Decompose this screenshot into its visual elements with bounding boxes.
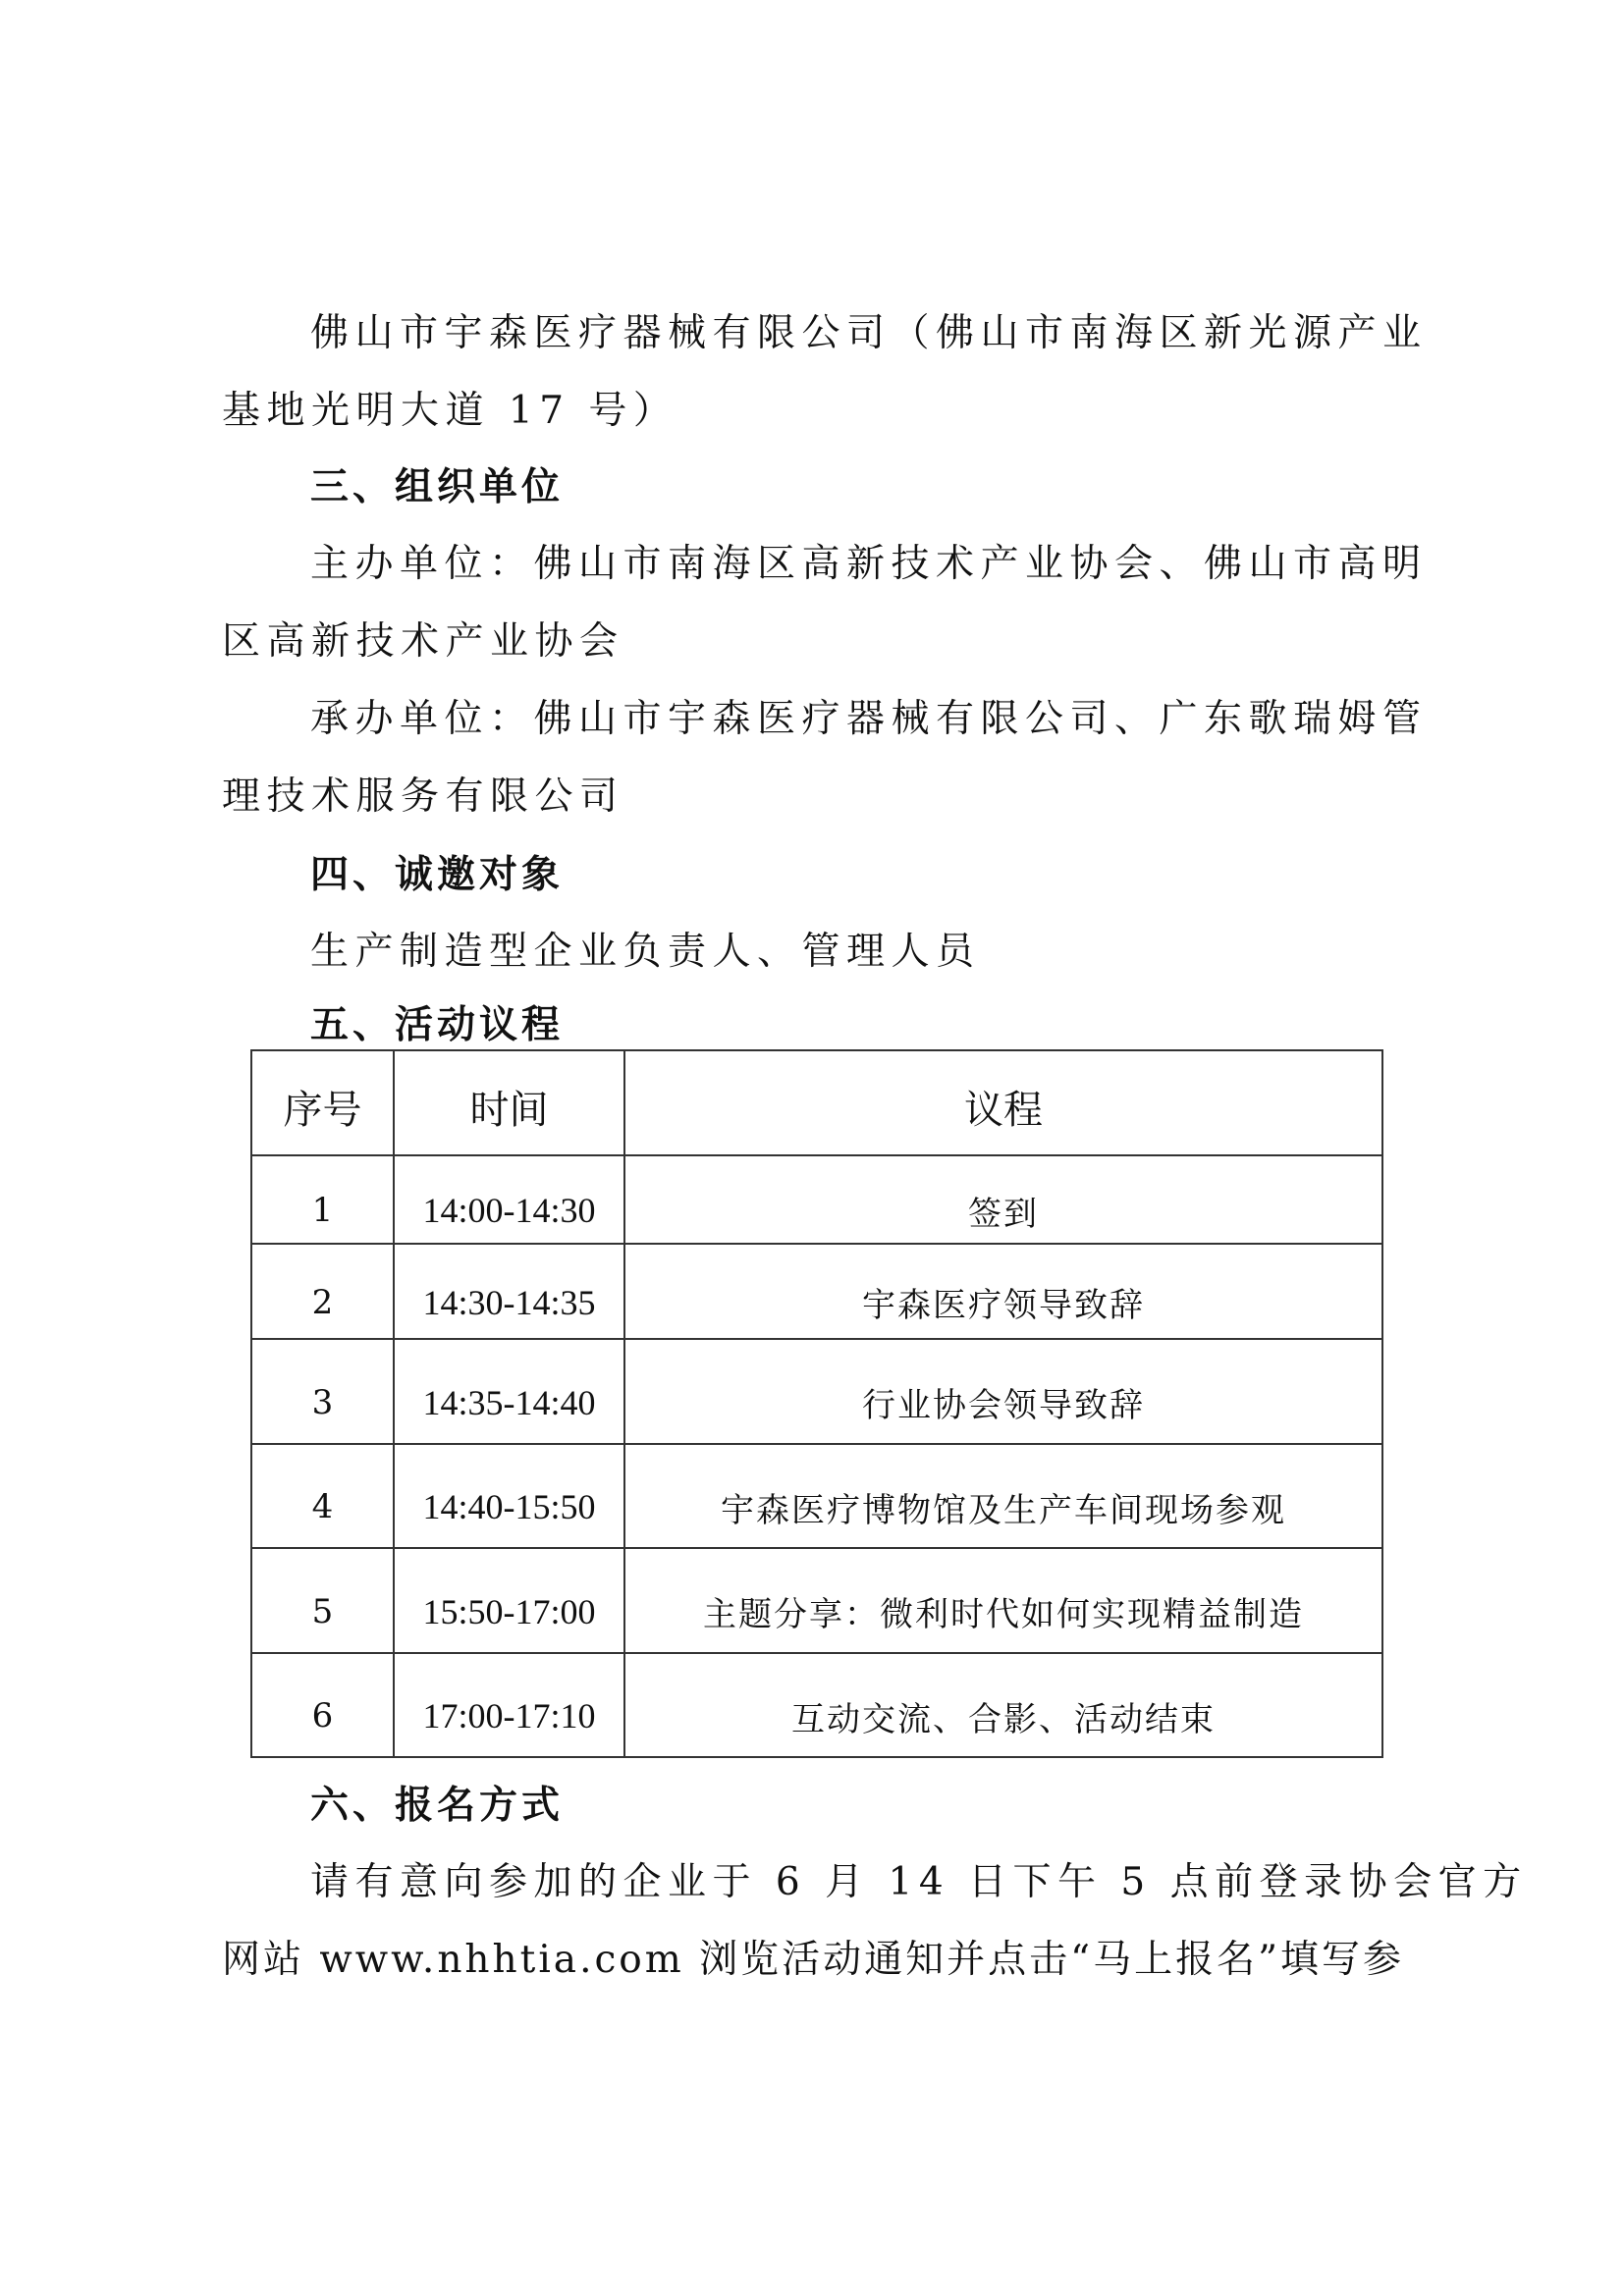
row-number: 6 <box>251 1653 394 1757</box>
section-heading-organizers: 三、组织单位 <box>310 464 565 509</box>
row-item: 主题分享：微利时代如何实现精益制造 <box>624 1548 1382 1653</box>
organizer-paragraph-line1: 主办单位：佛山市南海区高新技术产业协会、佛山市高明 <box>310 542 1428 586</box>
table-row <box>251 1653 1382 1757</box>
header-number: 序号 <box>251 1050 394 1155</box>
agenda-table <box>250 1049 1383 1758</box>
row-time: 15:50-17:00 <box>394 1548 624 1653</box>
row-time: 17:00-17:10 <box>394 1653 624 1757</box>
row-number: 1 <box>251 1155 394 1244</box>
row-number: 2 <box>251 1244 394 1339</box>
host-paragraph-line1: 承办单位：佛山市宇森医疗器械有限公司、广东歌瑞姆管 <box>310 697 1428 741</box>
row-time: 14:35-14:40 <box>394 1339 624 1444</box>
row-number: 5 <box>251 1548 394 1653</box>
row-item: 宇森医疗博物馆及生产车间现场参观 <box>624 1444 1382 1548</box>
organizer-paragraph-line2: 区高新技术产业协会 <box>222 619 624 664</box>
section-heading-registration: 六、报名方式 <box>310 1783 565 1828</box>
table-row <box>251 1155 1382 1244</box>
row-time: 14:00-14:30 <box>394 1155 624 1244</box>
table-row <box>251 1444 1382 1548</box>
row-time: 14:30-14:35 <box>394 1244 624 1339</box>
section-heading-invitees: 四、诚邀对象 <box>310 852 565 897</box>
row-item: 宇森医疗领导致辞 <box>624 1244 1382 1339</box>
row-item: 行业协会领导致辞 <box>624 1339 1382 1444</box>
registration-paragraph-line2: 网站 www.nhhtia.com 浏览活动通知并点击“马上报名”填写参 <box>222 1938 1405 1982</box>
invitees-paragraph: 生产制造型企业负责人、管理人员 <box>310 930 981 974</box>
host-paragraph-line2: 理技术服务有限公司 <box>222 774 624 819</box>
table-row <box>251 1339 1382 1444</box>
row-item: 签到 <box>624 1155 1382 1244</box>
agenda-header-row <box>251 1050 1382 1155</box>
venue-paragraph-line2: 基地光明大道 17 号） <box>222 389 678 433</box>
table-row <box>251 1548 1382 1653</box>
row-number: 3 <box>251 1339 394 1444</box>
venue-paragraph-line1: 佛山市宇森医疗器械有限公司（佛山市南海区新光源产业 <box>310 311 1428 355</box>
registration-paragraph-line1: 请有意向参加的企业于 6 月 14 日下午 5 点前登录协会官方 <box>310 1860 1528 1904</box>
section-heading-agenda: 五、活动议程 <box>310 1002 565 1047</box>
row-time: 14:40-15:50 <box>394 1444 624 1548</box>
table-row <box>251 1244 1382 1339</box>
header-time: 时间 <box>394 1050 624 1155</box>
row-number: 4 <box>251 1444 394 1548</box>
row-item: 互动交流、合影、活动结束 <box>624 1653 1382 1757</box>
header-item: 议程 <box>624 1050 1382 1155</box>
